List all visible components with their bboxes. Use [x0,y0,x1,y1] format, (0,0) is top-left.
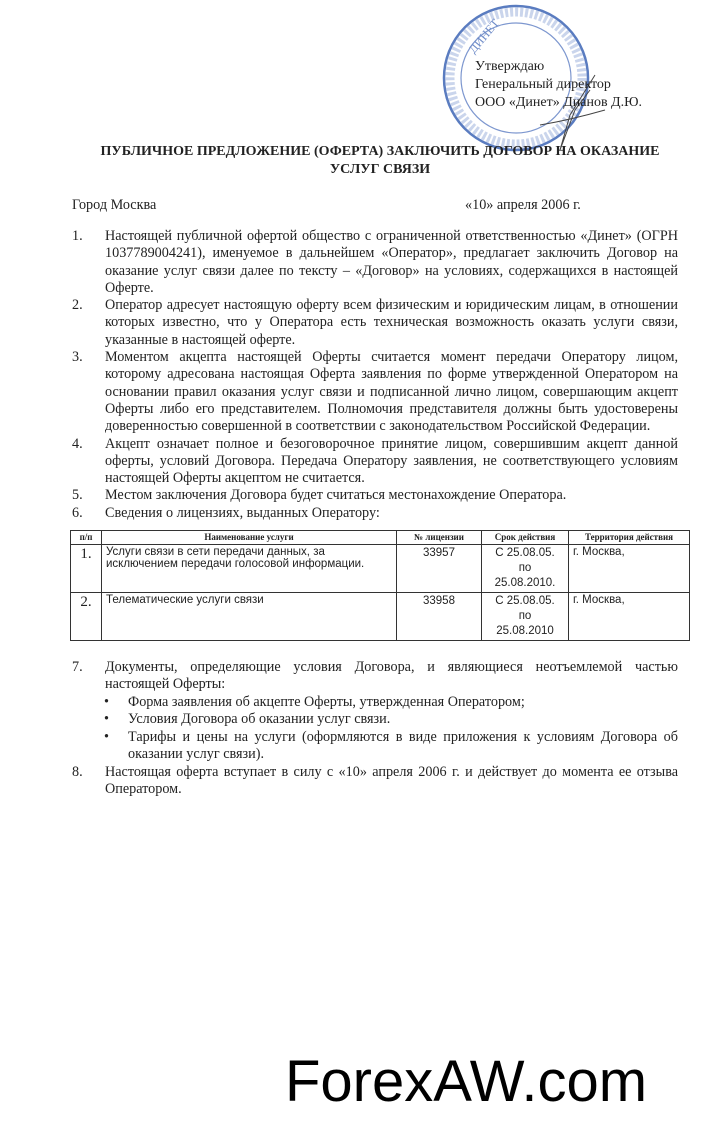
date: «10» апреля 2006 г. [465,197,581,213]
clause-number: 7. [72,659,83,676]
clause-number: 4. [72,435,83,452]
service-name: Телематические услуги связи [102,593,397,641]
column-header: Наименование услуги [102,531,397,545]
row-number: 2. [71,593,102,641]
clause-number: 8. [72,763,83,780]
validity-from: С 25.08.05. [495,595,555,608]
approval-line: Генеральный директор [475,77,611,92]
bullet-text: Форма заявления об акцепте Оферты, утвержденная Оператором; [128,693,525,710]
watermark: ForexAW.com [285,1049,648,1114]
table-row [71,593,690,641]
row-number: 1. [71,545,102,593]
territory: г. Москва, [569,545,690,593]
bullet-item [104,694,678,712]
clause-text: Сведения о лицензиях, выданных Оператору: [105,504,380,521]
clause [72,436,678,488]
bullet-icon: • [104,693,109,710]
bullet-item [104,711,678,729]
clause-text: Настоящей публичной офертой общество с ограниченной ответственностью «Динет» (ОГРН 1037789004241), именуемое в дальнейшем «Оператор», предлагает заключить Договор на оказание услуг связи далее по тексту – «Договор» на условиях, содержащихся в настоящей Оферте. [105,228,678,296]
clause-number: 3. [72,349,83,366]
service-name: Услуги связи в сети передачи данных, за исключением передачи голосовой информации. [102,545,397,593]
clause [72,487,678,504]
clause [72,349,678,435]
clause [72,505,678,522]
validity [482,545,569,593]
title-line: УСЛУГ СВЯЗИ [329,162,431,177]
clause-text: Местом заключения Договора будет считаться местонахождение Оператора. [105,487,567,504]
validity-to: 25.08.2010. [494,577,556,590]
clause-number: 6. [72,504,83,521]
column-header: п/п [71,531,102,545]
clause-text: Акцепт означает полное и безоговорочное принятие лицом, совершившим акцепт данной оферты, условий Договора. Передача Оператору заявления, не соответствующего условиям настоящей Оферты акцептом не считается. [105,435,678,487]
bullet-icon: • [104,711,109,728]
license-number: 33958 [397,593,482,641]
clause [72,297,678,349]
column-header: Срок действия [482,531,569,545]
license-table [70,530,690,641]
clause-text: Настоящая оферта вступает в силу с «10» апреля 2006 г. и действует до момента ее отзыва Оператором. [105,763,678,797]
clause [72,228,678,297]
bullet-text: Условия Договора об оказании услуг связи. [128,711,391,728]
validity-to-label: по [518,610,532,623]
clause-text: Моментом акцепта настоящей Оферты считается момент передачи Оператору лицом, которому адресована настоящая Оферта заявления по форме утвержденной Оператором на основании правил оказания услуг связи и подписанной лично лицом, совершающим акцепт Оферты либо его представителем. Полномочия представителя должны быть удостоверены доверенностью совершенной в соответствии с законодательством Российской Федерации. [105,349,678,435]
bullet-icon: • [104,728,109,745]
clause-text: Оператор адресует настоящую оферту всем физическим и юридическим лицам, в отношении которых известно, что у Оператора есть техническая возможность оказать услуги связи, указанные в настоящей оферте. [105,297,678,348]
validity-to-label: по [518,562,532,575]
bullet-item [104,729,678,764]
clause [72,659,678,694]
clause [72,764,678,799]
validity-to: 25.08.2010 [496,625,554,638]
approval-line: Утверждаю [475,59,545,74]
seal-center-text: ДИНЕТ [465,16,503,56]
clause-number: 1. [72,228,83,244]
validity-from: С 25.08.05. [495,547,555,560]
column-header: Территория действия [569,531,690,545]
clause-text: Документы, определяющие условия Договора, и являющиеся неотъемлемой частью настоящей Оферты: [105,659,678,693]
approval-line: ООО «Динет» Дианов Д.Ю. [475,95,642,110]
bullet-text: Тарифы и цены на услуги (оформляются в виде приложения к условиям Договора об оказании услуг связи). [128,728,678,763]
approval-block [475,58,642,112]
clause-number: 2. [72,297,83,314]
clause-number: 5. [72,487,83,504]
title-line: ПУБЛИЧНОЕ ПРЕДЛОЖЕНИЕ (ОФЕРТА) ЗАКЛЮЧИТЬ ДОГОВОР НА ОКАЗАНИЕ [100,144,660,159]
column-header: № лицензии [397,531,482,545]
table-header-row [71,531,690,545]
document-body [72,228,678,798]
table-row [71,545,690,593]
city: Город Москва [72,197,157,213]
territory: г. Москва, [569,593,690,641]
document-title [60,143,700,179]
validity [482,593,569,641]
license-number: 33957 [397,545,482,593]
